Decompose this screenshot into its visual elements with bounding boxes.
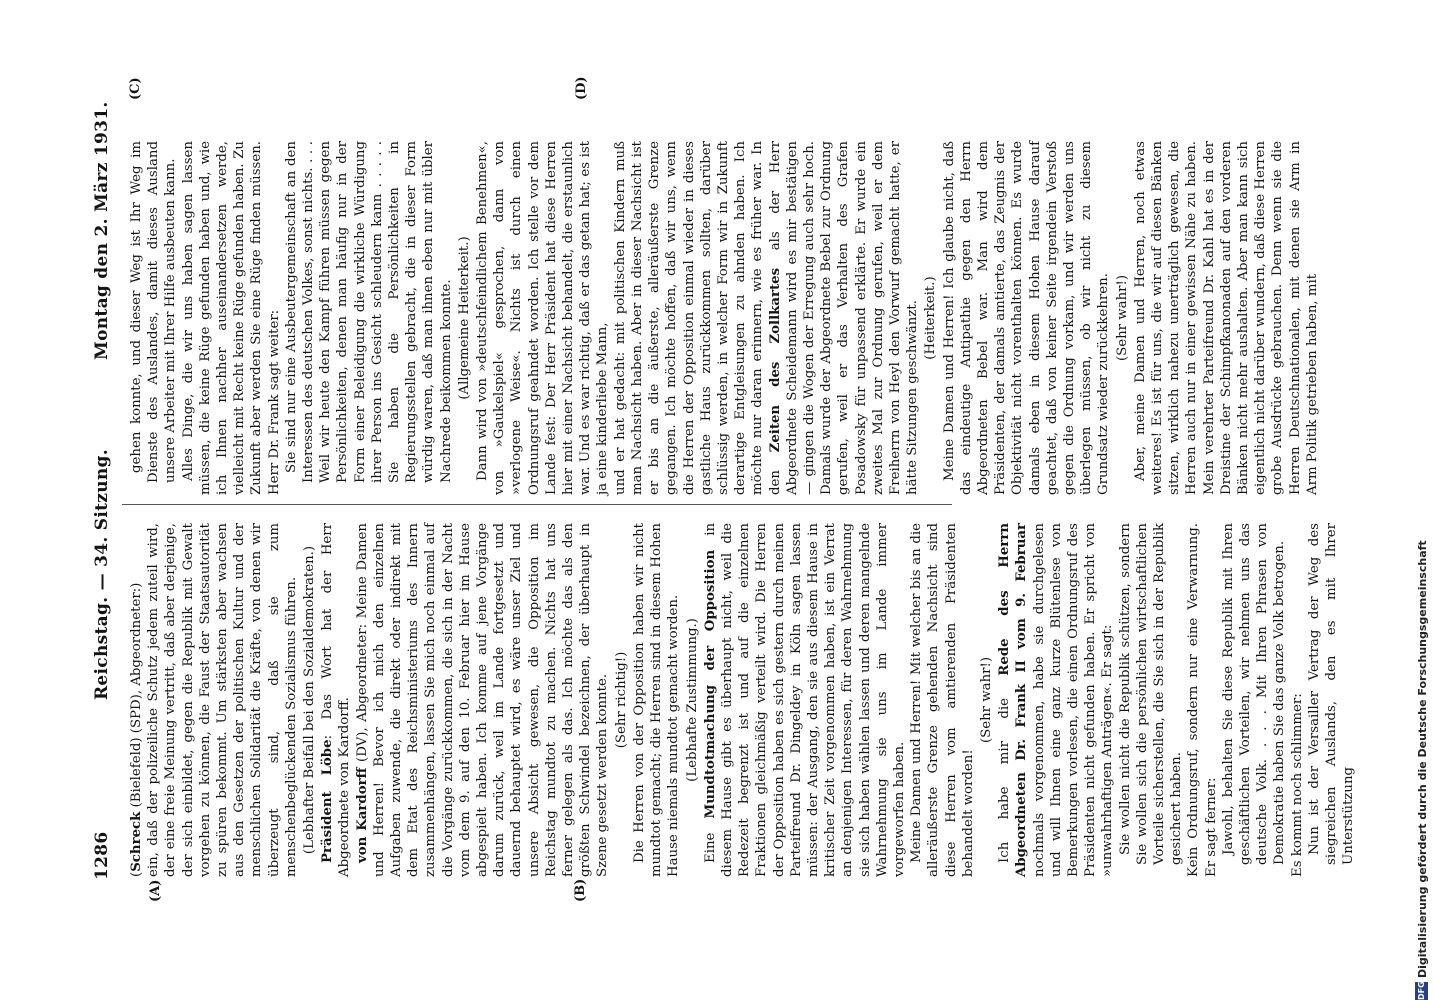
- text-column-left: [128, 523, 1357, 877]
- digitization-footer: [1412, 0, 1434, 1000]
- paragraph: Präsident Löbe: Das Wort hat der Herr Abgeordnete von Kardorff.: [320, 523, 353, 877]
- text-column-right: [128, 141, 1321, 495]
- dfg-logo-icon: DFG: [1417, 981, 1426, 1000]
- paragraph: Kein Ordnungsruf, sondern nur eine Verwarnung. Er sagt ferner:: [1186, 523, 1219, 877]
- reaction: (Sehr richtig!): [613, 651, 629, 749]
- quotation: Sie sind nur eine Ausbeutergemeinschaft an den Interessen des deutschen Volkes, sonst nichts. . . . Weil wir heute den Kampf führen müssen gegen Persönlichkeiten, denen man häufig nur in der Form einer Beleidigung die wirkliche Würdigung ihrer Person ins Gesicht schleudern kann . . . . . Sie haben die Persönlichkeiten in Regierungsstellen gebracht, die in dieser Form würdig waren, daß man ihnen eben nur mit übler Nachrede beikommen konnte.: [283, 141, 454, 483]
- footer-text: Digitalisierung gefördert durch die Deutsche Forschungsgemeinschaft: [1416, 540, 1429, 978]
- session-date: Montag den 2. März 1931.: [92, 101, 112, 360]
- quotation: Jawohl, behalten Sie diese Republik mit Ihren geschäftlichen Vorteilen, wir nehmen uns das deutsche Volk. . . . Mit Ihren Phrasen von Demokratie haben Sie das ganze Volk betrogen.: [1220, 523, 1288, 865]
- quotation: gehen konnte, und dieser Weg ist Ihr Weg im Dienste des Auslandes, damit dieses Ausland unsere Arbeiter mit Ihrer Hilfe ausbeuten kann.: [129, 141, 179, 483]
- running-title: Reichstag. — 34. Sitzung.: [92, 449, 112, 700]
- margin-marker-c: (C): [128, 77, 143, 100]
- paragraph: Alles Dinge, die wir uns haben sagen lassen müssen, die keine Rüge gefunden haben und, wie ich Ihnen nachher auseinandersetzen werde, vielleicht mit Recht keine Rüge gefunden haben. Zu Zukunft aber werden Sie eine Rüge finden müssen. Herr Dr. Frank sagt weiter:: [180, 141, 282, 495]
- paragraph: Die Herren von der Opposition haben wir nicht mundtot gemacht; die Herren sind in diesem Hohen Hause niemals mundtot gemacht worden.: [631, 523, 682, 877]
- paragraph: Eine Mundtotmachung der Opposition in diesem Hause gibt es überhaupt nicht, weil die Redezeit begrenzt ist und auf die einzelnen Fraktionen gleichmäßig verteilt wird. Die Herren der Opposition haben es sich gestern durch meinen Parteifreund Dr. Dingeldey in Köln sagen lassen müssen: der Ausgang, den sie aus diesem Hause in kritischer Zeit vorgenommen haben, ist ein Verrat an denjenigen Interessen, für deren Wahrnehmung sie sich haben wählen lassen und deren mangelnde Wahrnehmung sie uns im Lande immer vorgeworfen haben.: [702, 522, 907, 877]
- speaker-name: Schreck: [129, 811, 144, 872]
- reaction: (Lebhafte Zustimmung.): [684, 618, 700, 782]
- paragraph: Meine Damen und Herren! Mit welcher bis an die alleräußerste Grenze gehenden Nachsicht sind diese Herren vom amtierenden Präsidenten behandelt worden!: [909, 523, 976, 877]
- reaction: (Sehr wahr!): [1114, 274, 1130, 362]
- reaction: (Lebhafter Beifall bei den Sozialdemokraten.): [302, 545, 318, 855]
- paragraph: Ich habe mir die Rede des Herrn Abgeordneten Dr. Frank II vom 9. Februar nochmals vorgenommen, habe sie durchgelesen und will Ihnen eine ganz kurze Blütenlese von Bemerkungen vorlesen, die einen Ordnungsruf des Präsidenten nicht gefunden haben. Er spricht von »unwahrhaftigen Anträgen«. Er sagt:: [997, 523, 1116, 877]
- paragraph: Dann wird von »deutschfeindlichem Benehmen«, von »Gaukelspiel« gesprochen, dann von »verlogene Weise«. Nichts ist durch einen Ordnungsruf geahndet worden. Ich stelle vor dem Lande fest: Der Herr Präsident hat diese Herren hier mit einer Nachsicht behandelt, die erstaunlich war. Und es war richtig, daß er das getan hat; es ist ja eine kinderliebe Mann,: [475, 141, 611, 495]
- reaction: (Allgemeine Heiterkeit.): [456, 236, 472, 400]
- reaction: (Heiterkeit.): [923, 276, 939, 360]
- paragraph: ein, daß der polizeiliche Schutz jedem zuteil wird, der eine freie Meinung vertritt, daß aber derjenige, der sich einbildet, gegen die Republik mit Gewalt vorgehen zu können, die Faust der Staatsautorität zu spüren bekommt. Um stärksten aber wachsen aus den Gesetzen der politischen Kultur und der menschlichen Solidarität die Kräfte, von denen wir überzeugt sind, daß sie zum menschenbeglückenden Sozialismus führen.: [146, 523, 299, 877]
- paragraph: Aber, meine Damen und Herren, noch etwas weiteres! Es ist für uns, die wir auf diesen Bänken sitzen, wirklich nahezu unerträglich gewesen, die Herren auch nur in einer gewissen Nähe zu haben. Mein verehrter Parteifreund Dr. Kahl hat es in der Dreistine der Schimpfkanonaden auf den vorderen Bänken nicht mehr aushalten. Aber man kann sich eigentlich nicht darüber wundern, daß diese Herren grobe Ausdrücke gebrauchen. Denn wenn sie die Herren Deutschnationalen, mit denen sie Arm in Arm Politik getrieben haben, mit: [1132, 141, 1320, 495]
- margin-marker-b: (B): [573, 878, 588, 902]
- quotation: Sie wollen nicht die Republik schützen, sondern Sie wollen sich die persönlichen wirtschaftlichen Vorteile sicherstellen, die Sie sich in der Republik gesichert haben.: [1117, 523, 1185, 865]
- paragraph: Es kommt noch schlimmer:: [1289, 693, 1305, 877]
- paragraph: und er hat gedacht: mit politischen Kindern muß man Nachsicht haben. Aber in dieser Nachsicht ist er bis an die äußerste, alleräußerste Grenze gegangen. Ich möchte hoffen, daß wir uns, wenn die Herren der Opposition einmal wieder in dieses gastliche Haus zurückkommen sollten, darüber schlüssig werden, in welcher Form wir in Zukunft derartige Entgleisungen zu ahnden haben. Ich möchte nur daran erinnern, wie es früher war. In den Zeiten des Zollkartes als der Herr Abgeordnete Scheidemann wird es mir bestätigen — gingen die Wogen der Erregung auch sehr hoch. Damals wurde der Abgeordnete Bebel zur Ordnung gerufen, weil er das Verhalten des Grafen Posadowsky für unpassend erklärte. Er wurde ein zweites Mal zur Ordnung gerufen, weil er dem Freiherrn von Heyl den Vorwurf gemacht hatte, er hätte Sitzungen geschwänzt.: [612, 141, 921, 495]
- margin-marker-a: (A): [148, 879, 163, 902]
- quotation: Nun ist der Versailler Vertrag der Weg des siegreichen Auslands, den es mit Ihrer Unterstützung: [1306, 523, 1357, 865]
- column-divider: [122, 504, 952, 505]
- reaction: (Sehr wahr!): [978, 656, 994, 744]
- page-number: 1286: [92, 831, 112, 880]
- margin-marker-d: (D): [574, 76, 589, 100]
- paragraph: von Kardorff (DV), Abgeordneter: Meine Damen und Herren! Bevor ich mich den einzelnen Aufgaben zuwende, die direkt oder indirekt mit dem Etat des Reichsministeriums des Innern zusammenhängen, lassen Sie mich noch einmal auf die Vorgänge zurückkommen, die sich in der Nacht vom dem 9. auf den 10. Februar hier im Hause abgespielt haben. Ich komme auf jene Vorgänge darum zurück, weil im Lande fortgesetzt und dauernd behauptet wird, es wäre unser Ziel und unsere Absicht gewesen, die Opposition im Reichstag mundtot zu machen. Nichts hat uns ferner gelegen als das. Ich möchte das als den größten Schwindel bezeichnen, der überhaupt in Szene gesetzt werden konnte.: [354, 523, 611, 877]
- speaker-line: (Schreck (Bielefeld) (SPD), Abgeordneter:): [129, 582, 144, 877]
- paragraph: Meine Damen und Herren! Ich glaube nicht, daß das eindeutige Antipathie gegen den Herrn Abgeordneten Bebel war. Man wird dem Präsidenten, der damals amtierte, das Zeugnis der Objektivität nicht vorenthalten können. Es wurde damals eben in diesem Hohen Hause darauf geachtet, daß von keiner Seite irgendein Verstoß gegen die Ordnung vorkam, und wir werden uns überlegen müssen, ob wir nicht zu diesem Grundsatz wieder zurückkehren.: [941, 141, 1112, 495]
